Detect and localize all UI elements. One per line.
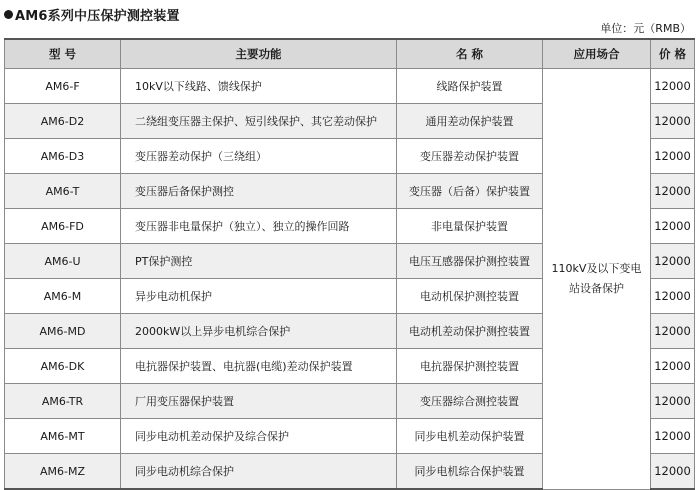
cell-function: 2000kW以上异步电机综合保护	[121, 314, 397, 349]
cell-function: 变压器非电量保护（独立）、独立的操作回路	[121, 209, 397, 244]
header-function: 主要功能	[121, 39, 397, 69]
cell-model: AM6-MT	[5, 419, 121, 454]
cell-name: 电抗器保护测控装置	[397, 349, 543, 384]
table-body	[5, 69, 695, 490]
page-title	[4, 5, 180, 24]
cell-price: 12000	[651, 209, 695, 244]
cell-price: 12000	[651, 174, 695, 209]
cell-price: 12000	[651, 104, 695, 139]
page-title-text: AM6系列中压保护测控装置	[15, 9, 180, 24]
cell-name: 非电量保护装置	[397, 209, 543, 244]
cell-name: 同步电机综合保护装置	[397, 454, 543, 490]
cell-price: 12000	[651, 454, 695, 490]
cell-price: 12000	[651, 349, 695, 384]
cell-name: 变压器综合测控装置	[397, 384, 543, 419]
cell-price: 12000	[651, 419, 695, 454]
cell-price: 12000	[651, 69, 695, 104]
cell-name: 线路保护装置	[397, 69, 543, 104]
cell-name: 变压器差动保护装置	[397, 139, 543, 174]
cell-name: 电动机保护测控装置	[397, 279, 543, 314]
cell-model: AM6-D2	[5, 104, 121, 139]
cell-name: 同步电机差动保护装置	[397, 419, 543, 454]
header-model: 型 号	[5, 39, 121, 69]
cell-function: 二绕组变压器主保护、短引线保护、其它差动保护	[121, 104, 397, 139]
header-name: 名 称	[397, 39, 543, 69]
cell-price: 12000	[651, 279, 695, 314]
cell-function: 异步电动机保护	[121, 279, 397, 314]
cell-function: 同步电动机综合保护	[121, 454, 397, 490]
bullet-icon	[4, 10, 13, 19]
cell-name: 变压器（后备）保护装置	[397, 174, 543, 209]
cell-price: 12000	[651, 384, 695, 419]
cell-model: AM6-DK	[5, 349, 121, 384]
cell-model: AM6-MZ	[5, 454, 121, 490]
cell-model: AM6-F	[5, 69, 121, 104]
cell-model: AM6-D3	[5, 139, 121, 174]
cell-price: 12000	[651, 314, 695, 349]
cell-function: PT保护测控	[121, 244, 397, 279]
cell-function: 同步电动机差动保护及综合保护	[121, 419, 397, 454]
cell-model: AM6-FD	[5, 209, 121, 244]
table-row	[5, 69, 695, 104]
cell-name: 电动机差动保护测控装置	[397, 314, 543, 349]
cell-model: AM6-U	[5, 244, 121, 279]
cell-model: AM6-M	[5, 279, 121, 314]
cell-name: 电压互感器保护测控装置	[397, 244, 543, 279]
cell-model: AM6-TR	[5, 384, 121, 419]
cell-function: 电抗器保护装置、电抗器(电缆)差动保护装置	[121, 349, 397, 384]
cell-name: 通用差动保护装置	[397, 104, 543, 139]
cell-price: 12000	[651, 244, 695, 279]
cell-function: 厂用变压器保护装置	[121, 384, 397, 419]
cell-price: 12000	[651, 139, 695, 174]
cell-application: 110kV及以下变电站设备保护	[543, 69, 651, 490]
table-header-row	[5, 39, 695, 69]
header-price: 价 格	[651, 39, 695, 69]
cell-function: 10kV以下线路、馈线保护	[121, 69, 397, 104]
currency-unit: 单位：元（RMB）	[600, 22, 691, 35]
product-price-table	[4, 38, 695, 490]
cell-model: AM6-T	[5, 174, 121, 209]
cell-function: 变压器后备保护测控	[121, 174, 397, 209]
cell-function: 变压器差动保护（三绕组）	[121, 139, 397, 174]
header-application: 应用场合	[543, 39, 651, 69]
cell-model: AM6-MD	[5, 314, 121, 349]
